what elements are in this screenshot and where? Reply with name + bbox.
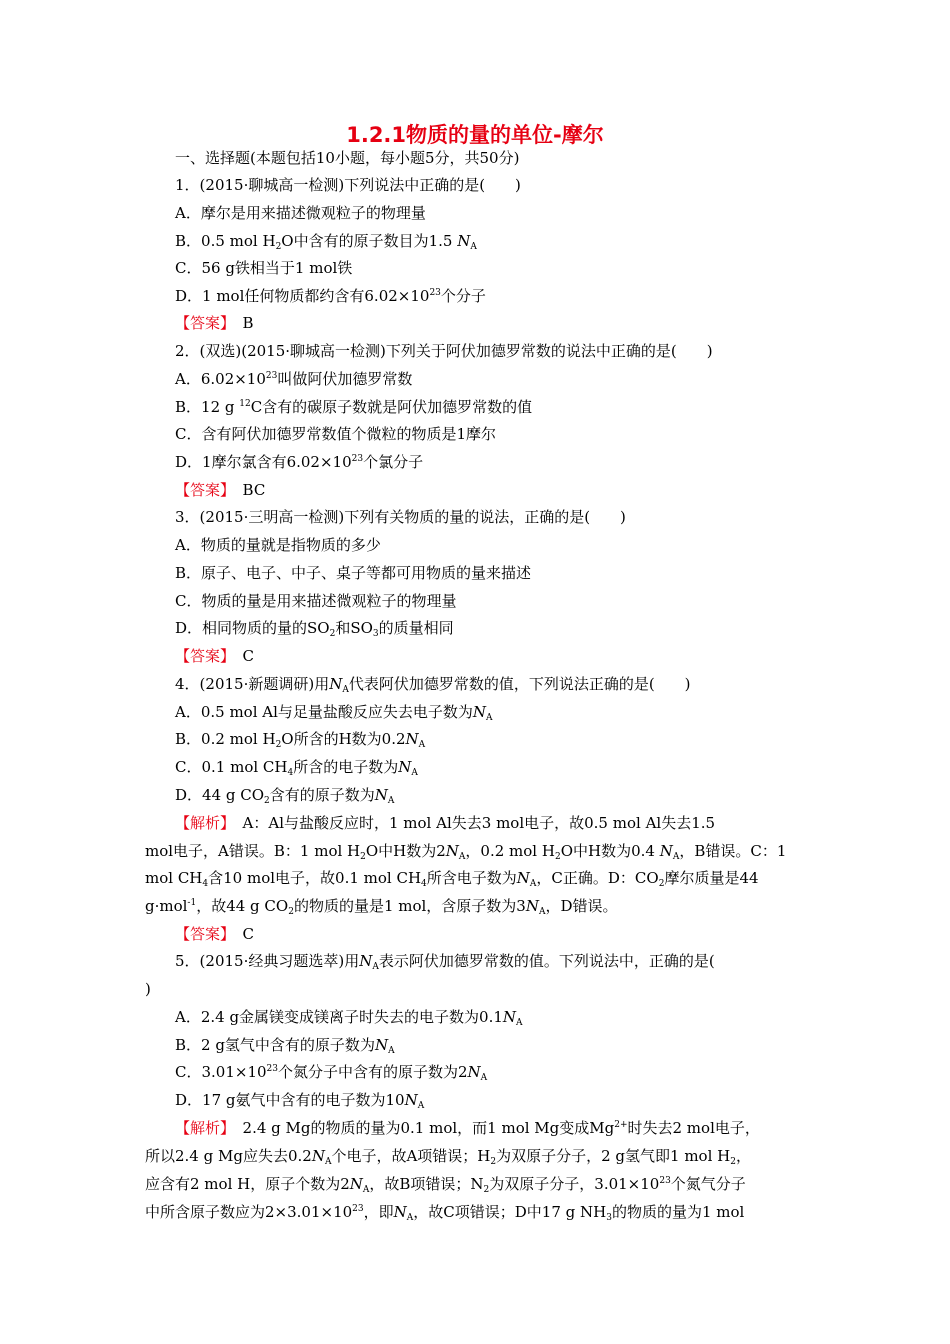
q1-option-a: A．摩尔是用来描述微观粒子的物理量 — [175, 204, 426, 222]
q1-option-b: B．0.5 mol $H_2O$中含有的原子数目为1.5 $N_A$ — [175, 232, 477, 252]
q4-option-c: C．0.1 mol $CH_4$所含的电子数为$N_A$ — [175, 758, 418, 778]
q5-option-d: D．17 g氨气中含有的电子数为$10N_A$ — [175, 1091, 425, 1111]
q2-option-b: B．12 g $^{12}$C含有的碳原子数就是阿伏加德罗常数的值 — [175, 398, 533, 416]
q5-analysis-line-1: 【解析】 2.4 g Mg的物质的量为0.1 mol，而1 mol Mg变成$Mg^{2+}$时失去2 mol电子， — [175, 1119, 760, 1137]
q4-option-d: D．44 g $CO_2$含有的原子数为$N_A$ — [175, 786, 395, 806]
q5-analysis-line-3: 应含有2 mol H，原子个数为$2N_A$，故B项错误；$N_2$为双原子分子，$3.01\times 10^{23}$个氮气分子 — [145, 1175, 746, 1195]
q4-answer: 【答案】 C — [175, 925, 255, 943]
q2-option-a: A．$6.02\times 10^{23}$叫做阿伏加德罗常数 — [175, 370, 413, 388]
q3-option-a: A．物质的量就是指物质的多少 — [175, 536, 381, 554]
q1-option-c: C．56 g铁相当于1 mol铁 — [175, 259, 353, 277]
q5-option-a: A．2.4 g金属镁变成镁离子时失去的电子数为$0.1N_A$ — [175, 1008, 523, 1028]
q5-option-b: B．2 g氢气中含有的原子数为$N_A$ — [175, 1036, 395, 1056]
q3-option-d: D．相同物质的量的$SO_2$和$SO_3$的质量相同 — [175, 619, 454, 639]
q2-option-d: D．1摩尔氯含有$6.02\times 10^{23}$个氯分子 — [175, 453, 424, 471]
q5-stem: 5．(2015·经典习题选萃)用$N_A$表示阿伏加德罗常数的值。下列说法中，正确的是( — [175, 952, 715, 972]
q4-analysis-line-3: mol $CH_4$含10 mol电子，故0.1 mol $CH_4$所含电子数为$N_A$，C正确。D：$CO_2$摩尔质量是44 — [145, 869, 759, 889]
q3-stem: 3．(2015·三明高一检测)下列有关物质的量的说法，正确的是( ) — [175, 508, 626, 526]
q3-option-b: B．原子、电子、中子、桌子等都可用物质的量来描述 — [175, 564, 532, 582]
q1-stem: 1．(2015·聊城高一检测)下列说法中正确的是( ) — [175, 176, 521, 194]
q5-option-c: C．$3.01\times 10^{23}$个氮分子中含有的原子数为$2N_A$ — [175, 1063, 488, 1083]
q1-option-d: D．1 mol任何物质都约含有$6.02\times 10^{23}$个分子 — [175, 287, 486, 305]
q5-stem-close: ) — [145, 980, 151, 998]
q4-option-b: B．0.2 mol $H_2O$所含的H数为$0.2N_A$ — [175, 730, 426, 750]
q4-stem: 4．(2015·新题调研)用$N_A$代表阿伏加德罗常数的值，下列说法正确的是( ) — [175, 675, 691, 695]
q4-analysis-line-2: mol电子，A错误。B：1 mol $H_2O$中H数为$2N_A$，0.2 mol $H_2O$中H数为0.4 $N_A$，B错误。C：1 — [145, 842, 787, 862]
q5-analysis-line-2: 所以2.4 g Mg应失去$0.2N_A$个电子，故A项错误；$H_2$为双原子分子，2 g氢气即1 mol $H_2$， — [145, 1147, 751, 1167]
q4-option-a: A．0.5 mol Al与足量盐酸反应失去电子数为$N_A$ — [175, 703, 493, 723]
q2-option-c: C．含有阿伏加德罗常数值个微粒的物质是1摩尔 — [175, 425, 497, 443]
q4-analysis-line-1: 【解析】 A：Al与盐酸反应时，1 mol Al失去3 mol电子，故0.5 mol Al失去1.5 — [175, 814, 716, 832]
q3-option-c: C．物质的量是用来描述微观粒子的物理量 — [175, 592, 457, 610]
page-title: 1.2.1物质的量的单位-摩尔 — [346, 123, 604, 147]
q2-answer: 【答案】 BC — [175, 481, 266, 499]
section-heading: 一、选择题(本题包括10小题，每小题5分，共50分) — [175, 149, 520, 167]
q2-stem: 2．(双选)(2015·聊城高一检测)下列关于阿伏加德罗常数的说法中正确的是( ) — [175, 342, 713, 360]
q1-answer: 【答案】 B — [175, 314, 254, 332]
q5-analysis-line-4: 中所含原子数应为$2\times 3.01\times 10^{23}$，即$N_A$，故C项错误；D中17 g $NH_3$的物质的量为1 mol — [145, 1203, 745, 1223]
q3-answer: 【答案】 C — [175, 647, 255, 665]
q4-analysis-line-4: g·mol$^{-1}$，故44 g $CO_2$的物质的量是1 mol，含原子数为$3N_A$，D错误。 — [145, 897, 618, 917]
